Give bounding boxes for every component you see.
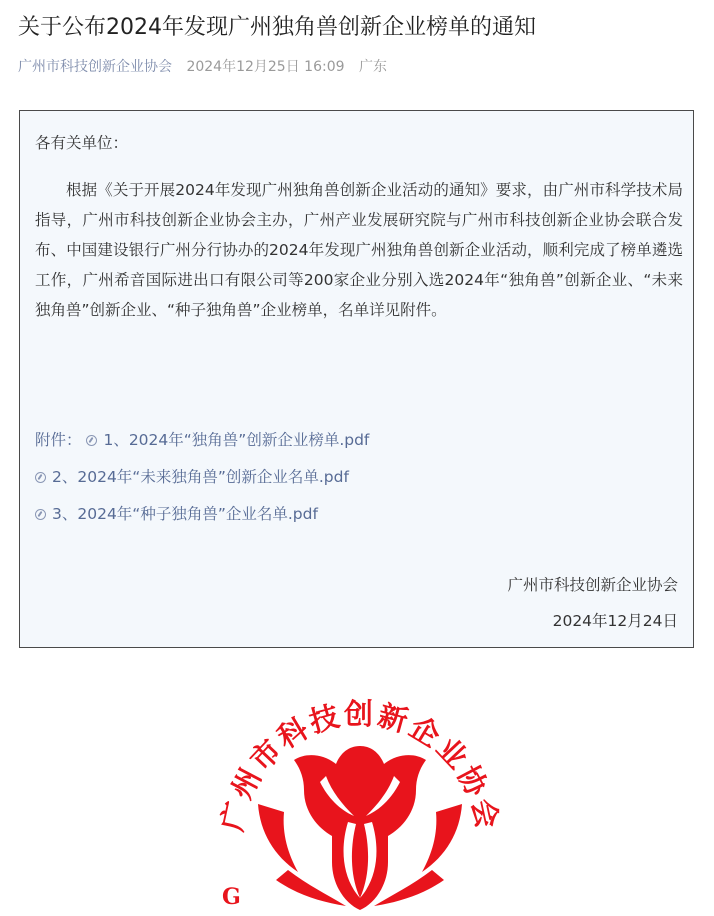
- publish-datetime: 2024年12月25日 16:09: [186, 59, 345, 75]
- attachment-label[interactable]: 1、2024年“独角兽”创新企业榜单.pdf: [103, 431, 370, 449]
- account-name[interactable]: 广州市科技创新企业协会: [18, 59, 172, 75]
- attachment-link-2[interactable]: [35, 466, 349, 488]
- notice-salutation: 各有关单位：: [35, 134, 129, 152]
- paperclip-icon: [86, 435, 97, 446]
- attachment-label[interactable]: 3、2024年“种子独角兽”企业名单.pdf: [52, 505, 318, 523]
- attachment-label[interactable]: 2、2024年“未来独角兽”创新企业名单.pdf: [52, 468, 349, 486]
- article-title: 关于公布2024年发现广州独角兽创新企业榜单的通知: [18, 15, 536, 40]
- signature-date: 2024年12月24日: [552, 612, 678, 630]
- notice-body: 根据《关于开展2024年发现广州独角兽创新企业活动的通知》要求，由广州市科学技术局指导，广州市科技创新企业协会主办，广州产业发展研究院与广州市科技创新企业协会联合发布、中国建设银行广州分行协办的2024年发现广州独角兽创新企业活动，顺利完成了榜单遴选工作，广州希音国际进出口有限公司等200家企业分别入选2024年“独角兽”创新企业、“未来独角兽”创新企业、“种子独角兽”企业榜单，名单详见附件。: [35, 181, 683, 319]
- signature-organization: 广州市科技创新企业协会: [507, 576, 678, 594]
- logo-arc-text: 广州市科技创新企业协会: [214, 697, 506, 835]
- notice-box: [19, 110, 694, 648]
- flower-emblem-icon: [258, 746, 462, 910]
- logo-bottom-letter: G: [222, 884, 241, 910]
- attachment-link-3[interactable]: [35, 503, 318, 525]
- association-logo: [200, 672, 520, 916]
- attachments-label: 附件：: [35, 431, 82, 449]
- paperclip-icon: [35, 472, 46, 483]
- attachment-link-1[interactable]: [35, 429, 369, 451]
- article-meta: [18, 57, 397, 77]
- paperclip-icon: [35, 509, 46, 520]
- publish-location: 广东: [358, 59, 387, 75]
